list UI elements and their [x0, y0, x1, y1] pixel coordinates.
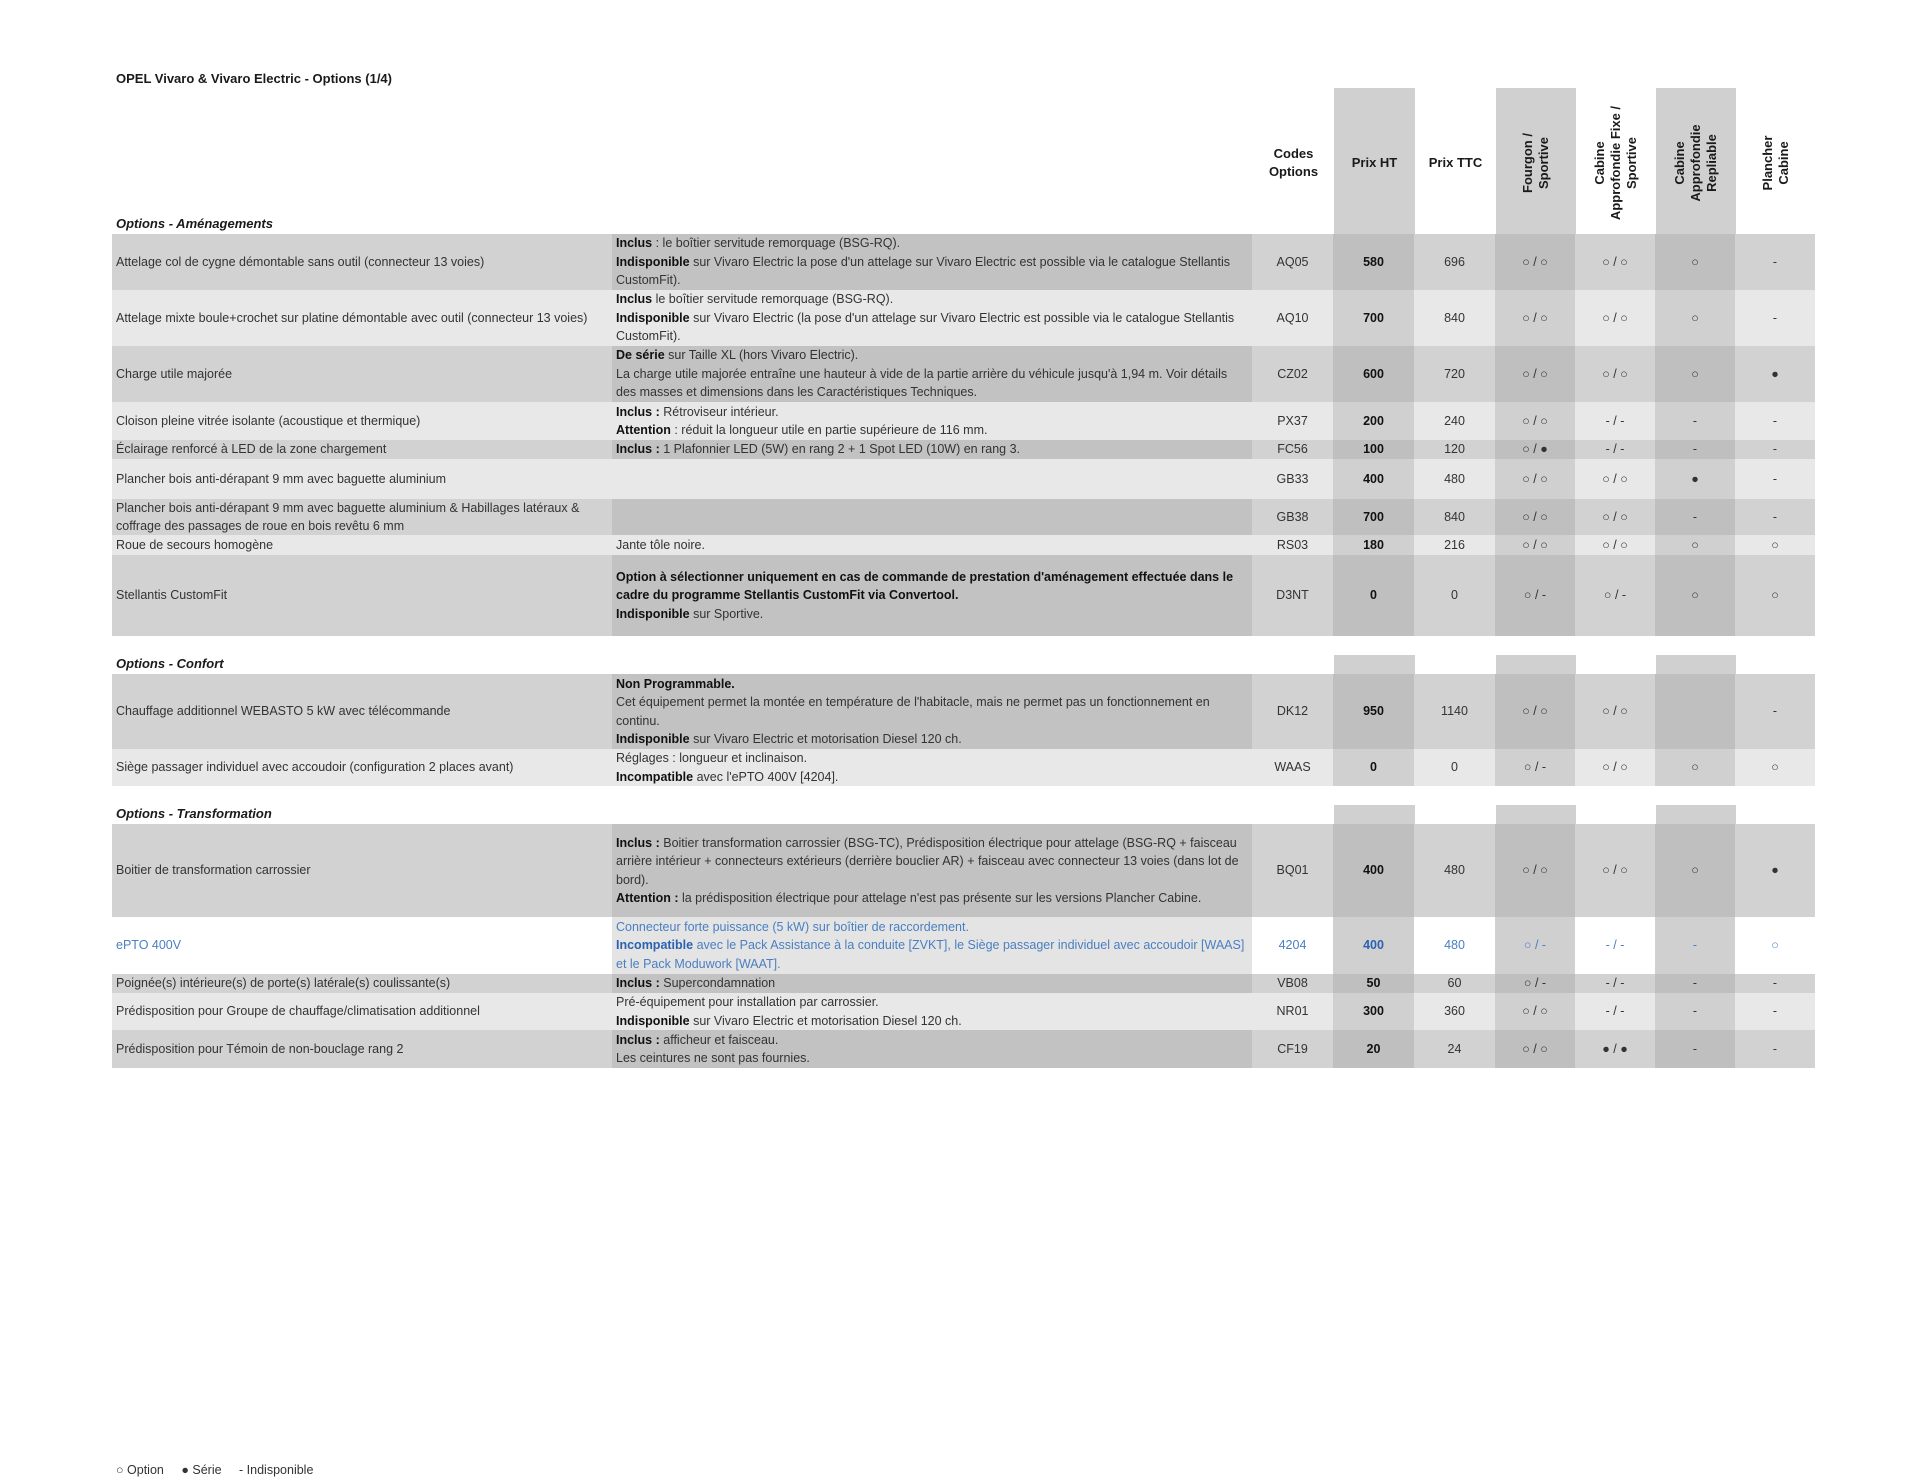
price-ttc: 720: [1414, 346, 1495, 402]
cabine-repliable-value: ○: [1655, 749, 1735, 786]
fourgon-value: ○ / ○: [1495, 402, 1575, 440]
cabine-fixe-value: ● / ●: [1575, 1030, 1655, 1068]
price-ttc: 0: [1414, 749, 1495, 786]
page-title: OPEL Vivaro & Vivaro Electric - Options (1/4): [116, 71, 392, 86]
description-text: afficheur et faisceau.: [659, 1032, 779, 1047]
description-keyword: Inclus :: [616, 442, 660, 457]
option-label: Prédisposition pour Groupe de chauffage/climatisation additionnel: [112, 993, 612, 1030]
description-text: Boitier transformation carrossier (BSG-TC), Prédisposition électrique pour attelage (BSG-RQ + faisceau arrière intérieur + connecteurs extérieurs (derrière bouclier AR) + faisceau avec connecteur 13 voies (dans lot de bord).: [616, 835, 1239, 887]
table-row: [112, 674, 1815, 749]
cabine-fixe-value: ○ / ○: [1575, 459, 1655, 499]
description-keyword: Non Programmable.: [616, 676, 735, 691]
option-description: [612, 459, 1252, 499]
description-keyword: Inclus: [616, 292, 653, 307]
price-ttc: 840: [1414, 290, 1495, 346]
description-keyword: De série: [616, 348, 665, 363]
price-ht: 580: [1333, 234, 1414, 290]
option-description: [612, 749, 1252, 786]
cabine-fixe-value: ○ / ○: [1575, 535, 1655, 555]
option-label: Prédisposition pour Témoin de non-bouclage rang 2: [112, 1030, 612, 1068]
fourgon-value: ○ / ○: [1495, 346, 1575, 402]
code: CZ02: [1252, 346, 1333, 402]
cabine-fixe-value: ○ / ○: [1575, 290, 1655, 346]
table-row: [112, 749, 1815, 786]
option-label: Attelage col de cygne démontable sans outil (connecteur 13 voies): [112, 234, 612, 290]
code: CF19: [1252, 1030, 1333, 1068]
option-description: [612, 917, 1252, 974]
cabine-repliable-value: -: [1655, 1030, 1735, 1068]
price-ht: 700: [1333, 499, 1414, 535]
description-line: [616, 365, 1248, 402]
cabine-repliable-value: [1655, 674, 1735, 749]
description-text: 1 Plafonnier LED (5W) en rang 2 + 1 Spot LED (10W) en rang 3.: [659, 442, 1021, 457]
description-keyword: Indisponible: [616, 732, 690, 746]
description-text: Connecteur forte puissance (5 kW) sur boîtier de raccordement.: [616, 919, 969, 934]
cabine-fixe-value: ○ / -: [1575, 555, 1655, 636]
price-ttc: 120: [1414, 440, 1495, 459]
table-row: [112, 993, 1815, 1030]
price-ttc: 480: [1414, 917, 1495, 974]
code: BQ01: [1252, 824, 1333, 917]
fourgon-value: ○ / -: [1495, 917, 1575, 974]
cabine-fixe-value: - / -: [1575, 993, 1655, 1030]
description-keyword: Inclus: [616, 236, 653, 251]
description-text: La charge utile majorée entraîne une hauteur à vide de la partie arrière du véhicule jusqu'à 1,94 m. Voir détails des masses et dimensions dans les Caractéristiques Techniques.: [616, 366, 1228, 400]
table-row: [112, 1030, 1815, 1068]
description-line: [616, 309, 1248, 346]
price-ttc: 840: [1414, 499, 1495, 535]
description-line: [616, 1031, 1248, 1050]
plancher-value: -: [1735, 440, 1815, 459]
code: AQ05: [1252, 234, 1333, 290]
price-ttc: 240: [1414, 402, 1495, 440]
option-label: Siège passager individuel avec accoudoir (configuration 2 places avant): [112, 749, 612, 786]
price-ht: 200: [1333, 402, 1414, 440]
table-row: [112, 346, 1815, 402]
description-text: Réglages : longueur et inclinaison.: [616, 751, 808, 765]
description-line: [616, 749, 1248, 768]
description-keyword: Attention: [616, 423, 671, 437]
price-ttc: 0: [1414, 555, 1495, 636]
description-line: [616, 675, 1248, 694]
option-label: Charge utile majorée: [112, 346, 612, 402]
description-line: [616, 918, 1248, 937]
plancher-value: -: [1735, 974, 1815, 993]
legend-serie: ● Série: [181, 1463, 222, 1477]
description-line: [616, 253, 1248, 290]
col-header-cabine-repliable: Cabine Approfondie Repliable: [1656, 88, 1736, 238]
fourgon-value: ○ / ●: [1495, 440, 1575, 459]
description-text: avec le Pack Assistance à la conduite [ZVKT], le Siège passager individuel avec accoudoir [WAAS] et le Pack Moduwork [WAAT].: [616, 938, 1245, 971]
fourgon-value: ○ / -: [1495, 555, 1575, 636]
fourgon-value: ○ / ○: [1495, 535, 1575, 555]
col-header-plancher-cabine: Plancher Cabine: [1760, 135, 1791, 191]
price-ht: 400: [1333, 824, 1414, 917]
option-label: Chauffage additionnel WEBASTO 5 kW avec télécommande: [112, 674, 612, 749]
description-line: [616, 568, 1248, 605]
description-text: Rétroviseur intérieur.: [659, 404, 779, 419]
plancher-value: -: [1735, 499, 1815, 535]
header-stub: [1334, 805, 1415, 825]
code: FC56: [1252, 440, 1333, 459]
cabine-fixe-value: ○ / ○: [1575, 234, 1655, 290]
cabine-repliable-value: ○: [1655, 824, 1735, 917]
option-description: [612, 234, 1252, 290]
cabine-repliable-value: -: [1655, 917, 1735, 974]
description-keyword: Option à sélectionner uniquement en cas de commande de prestation d'aménagement effectuée dans le cadre du programme Stellantis CustomFit via Convertool.: [616, 569, 1234, 603]
code: VB08: [1252, 974, 1333, 993]
code: GB33: [1252, 459, 1333, 499]
description-keyword: Inclus :: [616, 1032, 660, 1047]
description-text: la prédisposition électrique pour attelage n'est pas présente sur les versions Plancher Cabine.: [678, 891, 1202, 905]
option-label: Roue de secours homogène: [112, 535, 612, 555]
col-header-prix-ht: Prix HT: [1334, 88, 1415, 238]
option-label: Boitier de transformation carrossier: [112, 824, 612, 917]
header-stub: [1496, 655, 1576, 675]
fourgon-value: ○ / ○: [1495, 1030, 1575, 1068]
price-ttc: 480: [1414, 459, 1495, 499]
description-line: [616, 974, 1248, 993]
table-row: [112, 440, 1815, 459]
description-line: [616, 605, 1248, 624]
col-header-fourgon: Fourgon / Sportive: [1496, 88, 1576, 238]
cabine-fixe-value: ○ / ○: [1575, 674, 1655, 749]
table-row: [112, 917, 1815, 974]
cabine-repliable-value: -: [1655, 993, 1735, 1030]
legend: [116, 1463, 327, 1477]
code: RS03: [1252, 535, 1333, 555]
col-header-cabine-fixe: Cabine Approfondie Fixe / Sportive: [1592, 105, 1639, 221]
code: WAAS: [1252, 749, 1333, 786]
code: DK12: [1252, 674, 1333, 749]
section-title-amenagements: Options - Aménagements: [116, 216, 273, 231]
description-keyword: Incompatible: [616, 938, 694, 953]
option-description: [612, 535, 1252, 555]
price-ttc: 696: [1414, 234, 1495, 290]
cabine-repliable-value: ○: [1655, 234, 1735, 290]
option-label: Stellantis CustomFit: [112, 555, 612, 636]
header-stub: [1496, 805, 1576, 825]
price-ht: 400: [1333, 459, 1414, 499]
cabine-repliable-value: ○: [1655, 346, 1735, 402]
description-text: sur Taille XL (hors Vivaro Electric).: [664, 348, 859, 363]
plancher-value: ○: [1735, 749, 1815, 786]
cabine-repliable-value: -: [1655, 499, 1735, 535]
description-text: Cet équipement permet la montée en température de l'habitacle, mais ne permet pas un fonctionnement en continu.: [616, 695, 1210, 728]
description-text: sur Vivaro Electric (la pose d'un attelage sur Vivaro Electric est possible via le catalogue Stellantis CustomFit).: [616, 310, 1235, 344]
price-ttc: 1140: [1414, 674, 1495, 749]
description-keyword: Indisponible: [616, 254, 690, 269]
header-stub: [1656, 655, 1736, 675]
description-text: avec l'ePTO 400V [4204].: [693, 769, 839, 784]
option-label: Cloison pleine vitrée isolante (acoustique et thermique): [112, 402, 612, 440]
fourgon-value: ○ / -: [1495, 974, 1575, 993]
fourgon-value: ○ / ○: [1495, 290, 1575, 346]
code: D3NT: [1252, 555, 1333, 636]
option-description: [612, 499, 1252, 535]
option-description: [612, 555, 1252, 636]
description-text: Supercondamnation: [659, 976, 776, 991]
legend-option: ○ Option: [116, 1463, 164, 1477]
price-ht: 400: [1333, 917, 1414, 974]
description-text: Pré-équipement pour installation par carrossier.: [616, 995, 879, 1009]
option-label: ePTO 400V: [112, 917, 612, 974]
cabine-repliable-value: -: [1655, 974, 1735, 993]
cabine-fixe-value: - / -: [1575, 917, 1655, 974]
description-text: sur Sportive.: [689, 606, 764, 621]
description-line: [616, 936, 1248, 973]
description-text: le boîtier servitude remorquage (BSG-RQ).: [652, 292, 894, 307]
section-title-transformation: Options - Transformation: [116, 806, 272, 821]
price-ht: 180: [1333, 535, 1414, 555]
fourgon-value: ○ / ○: [1495, 674, 1575, 749]
option-label: Attelage mixte boule+crochet sur platine démontable avec outil (connecteur 13 voies): [112, 290, 612, 346]
description-text: Les ceintures ne sont pas fournies.: [616, 1051, 810, 1065]
description-text: : réduit la longueur utile en partie supérieure de 116 mm.: [670, 423, 988, 437]
description-line: [616, 290, 1248, 309]
option-label: Éclairage renforcé à LED de la zone chargement: [112, 440, 612, 459]
section-title-confort: Options - Confort: [116, 656, 224, 671]
price-ht: 100: [1333, 440, 1414, 459]
option-description: [612, 974, 1252, 993]
col-header-prix-ttc: Prix TTC: [1428, 155, 1483, 170]
cabine-repliable-value: ○: [1655, 535, 1735, 555]
description-line: [616, 768, 1248, 787]
fourgon-value: ○ / ○: [1495, 993, 1575, 1030]
price-ht: 20: [1333, 1030, 1414, 1068]
price-ht: 50: [1333, 974, 1414, 993]
description-keyword: Attention :: [616, 891, 679, 905]
table-row: [112, 402, 1815, 440]
description-line: [616, 1049, 1248, 1068]
cabine-repliable-value: -: [1655, 440, 1735, 459]
cabine-fixe-value: - / -: [1575, 974, 1655, 993]
code: 4204: [1252, 917, 1333, 974]
price-ttc: 24: [1414, 1030, 1495, 1068]
description-line: [616, 993, 1248, 1012]
option-description: [612, 346, 1252, 402]
plancher-value: -: [1735, 1030, 1815, 1068]
description-text: : le boîtier servitude remorquage (BSG-RQ).: [652, 236, 901, 251]
option-description: [612, 674, 1252, 749]
table-row: [112, 499, 1815, 535]
header-stub: [1656, 805, 1736, 825]
option-description: [612, 993, 1252, 1030]
code: GB38: [1252, 499, 1333, 535]
plancher-value: ○: [1735, 535, 1815, 555]
description-keyword: Inclus :: [616, 835, 660, 850]
table-row: [112, 974, 1815, 993]
code: PX37: [1252, 402, 1333, 440]
plancher-value: ○: [1735, 555, 1815, 636]
cabine-fixe-value: ○ / ○: [1575, 824, 1655, 917]
description-line: [616, 346, 1248, 365]
option-description: [612, 1030, 1252, 1068]
price-ht: 300: [1333, 993, 1414, 1030]
price-ht: 950: [1333, 674, 1414, 749]
description-line: [616, 889, 1248, 908]
cabine-repliable-value: ○: [1655, 555, 1735, 636]
plancher-value: -: [1735, 290, 1815, 346]
cabine-fixe-value: - / -: [1575, 440, 1655, 459]
option-label: Plancher bois anti-dérapant 9 mm avec baguette aluminium: [112, 459, 612, 499]
description-text: sur Vivaro Electric la pose d'un attelage sur Vivaro Electric est possible via le catalogue Stellantis CustomFit).: [616, 254, 1231, 288]
plancher-value: ●: [1735, 346, 1815, 402]
fourgon-value: ○ / ○: [1495, 459, 1575, 499]
price-ttc: 216: [1414, 535, 1495, 555]
cabine-fixe-value: ○ / ○: [1575, 499, 1655, 535]
price-ttc: 480: [1414, 824, 1495, 917]
cabine-repliable-value: ○: [1655, 290, 1735, 346]
table-row: [112, 535, 1815, 555]
fourgon-value: ○ / ○: [1495, 234, 1575, 290]
description-line: [616, 1012, 1248, 1031]
plancher-value: ○: [1735, 917, 1815, 974]
description-line: [616, 730, 1248, 749]
option-description: [612, 290, 1252, 346]
description-line: [616, 403, 1248, 422]
option-description: [612, 440, 1252, 459]
col-header-codes: Codes Options: [1268, 146, 1319, 179]
price-ttc: 60: [1414, 974, 1495, 993]
fourgon-value: ○ / ○: [1495, 824, 1575, 917]
option-description: [612, 402, 1252, 440]
legend-indisponible: - Indisponible: [239, 1463, 314, 1477]
table-row: [112, 555, 1815, 636]
cabine-fixe-value: - / -: [1575, 402, 1655, 440]
description-line: [616, 234, 1248, 253]
option-description: [612, 824, 1252, 917]
cabine-fixe-value: ○ / ○: [1575, 749, 1655, 786]
plancher-value: ●: [1735, 824, 1815, 917]
description-keyword: Incompatible: [616, 769, 694, 784]
description-line: [616, 536, 1248, 555]
plancher-value: -: [1735, 402, 1815, 440]
description-keyword: Indisponible: [616, 310, 690, 325]
description-line: [616, 421, 1248, 440]
plancher-value: -: [1735, 674, 1815, 749]
price-ht: 700: [1333, 290, 1414, 346]
description-line: [616, 693, 1248, 730]
code: NR01: [1252, 993, 1333, 1030]
table-row: [112, 290, 1815, 346]
table-row: [112, 459, 1815, 499]
code: AQ10: [1252, 290, 1333, 346]
plancher-value: -: [1735, 234, 1815, 290]
description-text: sur Vivaro Electric et motorisation Diesel 120 ch.: [689, 732, 962, 746]
cabine-repliable-value: ●: [1655, 459, 1735, 499]
price-ht: 0: [1333, 555, 1414, 636]
fourgon-value: ○ / -: [1495, 749, 1575, 786]
header-stub: [1334, 655, 1415, 675]
table-row: [112, 234, 1815, 290]
option-label: Plancher bois anti-dérapant 9 mm avec baguette aluminium & Habillages latéraux & coffrage des passages de roue en bois revêtu 6 mm: [112, 499, 612, 535]
description-text: sur Vivaro Electric et motorisation Diesel 120 ch.: [689, 1013, 962, 1028]
price-ht: 0: [1333, 749, 1414, 786]
cabine-fixe-value: ○ / ○: [1575, 346, 1655, 402]
option-label: Poignée(s) intérieure(s) de porte(s) latérale(s) coulissante(s): [112, 974, 612, 993]
plancher-value: -: [1735, 459, 1815, 499]
description-keyword: Indisponible: [616, 1013, 690, 1028]
fourgon-value: ○ / ○: [1495, 499, 1575, 535]
plancher-value: -: [1735, 993, 1815, 1030]
cabine-repliable-value: -: [1655, 402, 1735, 440]
price-ttc: 360: [1414, 993, 1495, 1030]
description-keyword: Inclus :: [616, 404, 660, 419]
price-ht: 600: [1333, 346, 1414, 402]
description-line: [616, 834, 1248, 890]
description-keyword: Inclus :: [616, 976, 660, 991]
description-text: Jante tôle noire.: [616, 537, 705, 552]
description-keyword: Indisponible: [616, 606, 690, 621]
description-line: [616, 440, 1248, 459]
table-row: [112, 824, 1815, 917]
